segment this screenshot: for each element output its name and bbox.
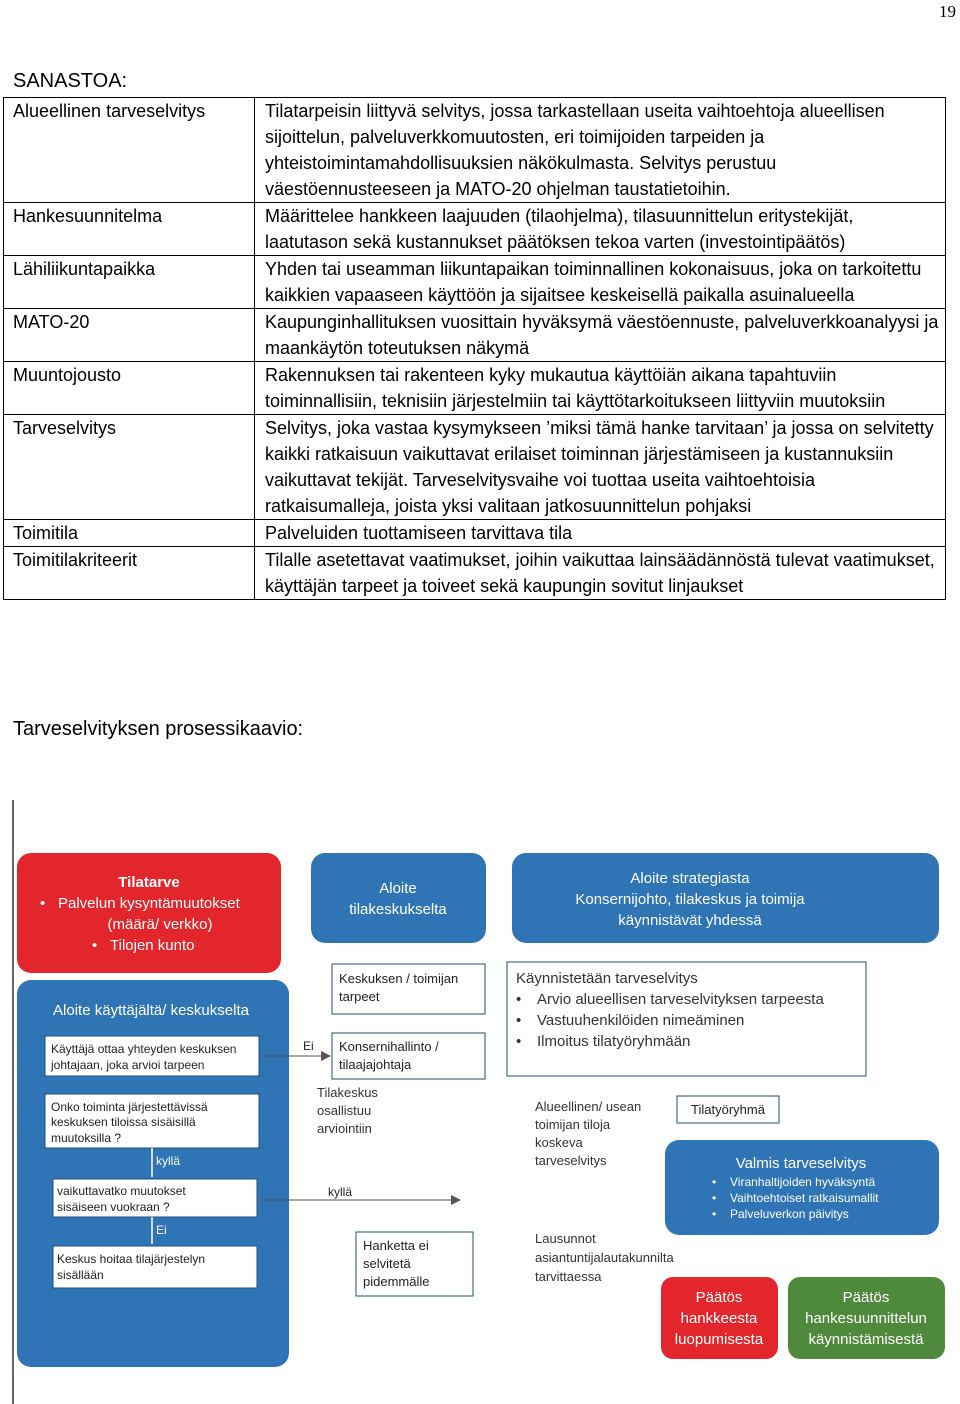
- aloite-tilakeskus-box: [311, 853, 486, 943]
- vaikuttavatko-line-2: sisäiseen vuokraan ?: [57, 1200, 170, 1214]
- kaynnistetaan-bullet-1: •: [516, 991, 522, 1008]
- valmis-bullet-2: •: [712, 1191, 717, 1205]
- glossary-definition: Määrittelee hankkeen laajuuden (tilaohjelma), tilasuunnittelun eritystekijät, laatutason sekä kustannukset päätöksen tekoa varten (investointipäätös): [255, 203, 946, 256]
- glossary-definition: Tilalle asetettavat vaatimukset, joihin vaikuttaa lainsäädännöstä tulevat vaatimukset, käyttäjän tarpeet ja toiveet sekä kaupungin sovitut linjaukset: [255, 547, 946, 600]
- glossary-term: MATO-20: [4, 309, 255, 362]
- hanketta-ei-line-3: pidemmälle: [363, 1274, 430, 1289]
- valmis-item-2: Vaihtoehtoiset ratkaisumallit: [730, 1191, 879, 1205]
- kaynnistetaan-item-2: Vastuuhenkilöiden nimeäminen: [537, 1012, 745, 1029]
- glossary-heading: SANASTOA:: [13, 70, 128, 92]
- process-heading: Tarveselvityksen prosessikaavio:: [13, 718, 304, 740]
- tilatarve-bullet-2: •: [92, 937, 98, 954]
- kaynnistetaan-item-1: Arvio alueellisen tarveselvityksen tarpeesta: [537, 991, 824, 1008]
- glossary-term: Lähiliikuntapaikka: [4, 256, 255, 309]
- kaynnistetaan-bullet-2: •: [516, 1012, 522, 1029]
- valmis-item-3: Palveluverkon päivitys: [730, 1207, 849, 1221]
- glossary-term: Toimitila: [4, 520, 255, 547]
- konsernihallinto-line-1: Konsernihallinto /: [339, 1039, 439, 1054]
- paatos-kaynnistamisesta-line-2: hankesuunnittelun: [805, 1310, 927, 1327]
- label-kylla-2: kyllä: [328, 1185, 353, 1199]
- aloite-strategia-line-2: Konsernijohto, tilakeskus ja toimija: [575, 891, 805, 908]
- tilatarve-item-1b: (määrä/ verkko): [107, 916, 213, 933]
- kayttaja-ottaa-line-2: johtajaan, joka arvioi tarpeen: [51, 1058, 205, 1072]
- tilatarve-bullet-1: •: [40, 895, 46, 912]
- aloite-kayttaja-title: Aloite käyttäjältä/ keskukselta: [53, 1002, 249, 1019]
- onko-toiminta-line-1: Onko toiminta järjestettävissä: [51, 1100, 208, 1114]
- keskuksen-toimijan-line-1: Keskuksen / toimijan: [339, 971, 459, 986]
- glossary-definition: Tilatarpeisin liittyvä selvitys, jossa tarkastellaan useita vaihtoehtoja alueellisen sijoittelun, palveluverkkomuutosten, eri toimijoiden tarpeiden ja yhteistoimintamahdollisuuksien näkökulmasta. Selvitys perustuu väestöennusteeseen ja MATO-20 ohjelman taustatietoihin.: [255, 98, 946, 203]
- alueellinen-line-3: koskeva: [535, 1135, 583, 1150]
- lausunnot-line-2: asiantuntijalautakunnilta: [535, 1250, 674, 1265]
- lausunnot-line-3: tarvittaessa: [535, 1269, 602, 1284]
- valmis-bullet-1: •: [712, 1175, 717, 1189]
- onko-toiminta-line-3: muutoksilla ?: [51, 1131, 122, 1145]
- hanketta-ei-line-1: Hanketta ei: [363, 1238, 429, 1253]
- glossary-term: Toimitilakriteerit: [4, 547, 255, 600]
- glossary-definition: Selvitys, joka vastaa kysymykseen ’miksi tämä hanke tarvitaan’ ja jossa on selvitetty kaikki ratkaisuun vaikuttavat erilaiset toiminnan järjestämiseen ja kustannuksiin vaikuttavat tekijät. Tarveselvitysvaihe voi tuottaa useita vaihtoehtoisia ratkaisumalleja, joista yksi valitaan jatkosuunnittelun pohjaksi: [255, 415, 946, 520]
- glossary-definition: Yhden tai useamman liikuntapaikan toiminnallinen kokonaisuus, joka on tarkoitettu kaikkien vapaaseen käyttöön ja sijaitsee keskeisellä paikalla asuinalueella: [255, 256, 946, 309]
- paatos-kaynnistamisesta-line-3: käynnistämisestä: [808, 1331, 924, 1348]
- vaikuttavatko-line-1: vaikuttavatko muutokset: [57, 1184, 186, 1198]
- valmis-title: Valmis tarveselvitys: [735, 1155, 867, 1172]
- kayttaja-ottaa-line-1: Käyttäjä ottaa yhteyden keskuksen: [51, 1042, 237, 1056]
- alueellinen-line-4: tarveselvitys: [535, 1153, 607, 1168]
- glossary-definition: Palveluiden tuottamiseen tarvittava tila: [255, 520, 946, 547]
- hanketta-ei-line-2: selvitetä: [363, 1256, 411, 1271]
- aloite-strategia-line-1: Aloite strategiasta: [630, 870, 750, 887]
- aloite-tilakeskus-line-2: tilakeskukselta: [349, 901, 447, 918]
- glossary-term: Muuntojousto: [4, 362, 255, 415]
- keskuksen-toimijan-line-2: tarpeet: [339, 989, 380, 1004]
- paatos-kaynnistamisesta-line-1: Päätös: [842, 1289, 890, 1306]
- tilatarve-box: [17, 853, 281, 973]
- glossary-term: Tarveselvitys: [4, 415, 255, 520]
- aloite-tilakeskus-line-1: Aloite: [379, 880, 417, 897]
- tilakeskus-osallistuu-line-3: arviointiin: [317, 1121, 372, 1136]
- lausunnot-line-1: Lausunnot: [535, 1231, 596, 1246]
- keskus-hoitaa-line-1: Keskus hoitaa tilajärjestelyn: [57, 1252, 206, 1266]
- glossary-term: Alueellinen tarveselvitys: [4, 98, 255, 203]
- tilakeskus-osallistuu-line-1: Tilakeskus: [317, 1085, 378, 1100]
- paatos-luopumisesta-line-3: luopumisesta: [674, 1331, 764, 1348]
- alueellinen-line-2: toimijan tiloja: [535, 1117, 611, 1132]
- tilatarve-item-1: Palvelun kysyntämuutokset: [58, 895, 240, 912]
- keskus-hoitaa-line-2: sisällään: [57, 1268, 104, 1282]
- tilatarve-title: Tilatarve: [118, 874, 180, 891]
- konsernihallinto-line-2: tilaajajohtaja: [339, 1057, 412, 1072]
- tilatyoryhma-label: Tilatyöryhmä: [691, 1102, 765, 1117]
- kaynnistetaan-item-3: Ilmoitus tilatyöryhmään: [537, 1033, 691, 1050]
- label-ei-2: Ei: [303, 1039, 314, 1053]
- kaynnistetaan-bullet-3: •: [516, 1033, 522, 1050]
- tilatarve-item-2: Tilojen kunto: [110, 937, 195, 954]
- label-kylla-1: kyllä: [156, 1154, 181, 1168]
- paatos-luopumisesta-line-2: hankkeesta: [680, 1310, 758, 1327]
- kaynnistetaan-title: Käynnistetään tarveselvitys: [516, 970, 698, 987]
- glossary-term: Hankesuunnitelma: [4, 203, 255, 256]
- aloite-strategia-line-3: käynnistävät yhdessä: [618, 912, 762, 929]
- paatos-luopumisesta-line-1: Päätös: [695, 1289, 743, 1306]
- onko-toiminta-line-2: keskuksen tiloissa sisäisillä: [51, 1115, 196, 1129]
- valmis-bullet-3: •: [712, 1207, 717, 1221]
- glossary-definition: Rakennuksen tai rakenteen kyky mukautua käyttöiän aikana tapahtuviin toiminnallisiin, teknisiin järjestelmiin tai käyttötarkoitukseen liittyviin muutoksiin: [255, 362, 946, 415]
- valmis-item-1: Viranhaltijoiden hyväksyntä: [730, 1175, 876, 1189]
- label-ei-1: Ei: [156, 1223, 167, 1237]
- page-number: 19: [939, 2, 956, 21]
- tilakeskus-osallistuu-line-2: osallistuu: [317, 1103, 372, 1118]
- glossary-definition: Kaupunginhallituksen vuosittain hyväksymä väestöennuste, palveluverkkoanalyysi ja maankäytön toteutuksen näkymä: [255, 309, 946, 362]
- alueellinen-line-1: Alueellinen/ usean: [535, 1099, 642, 1114]
